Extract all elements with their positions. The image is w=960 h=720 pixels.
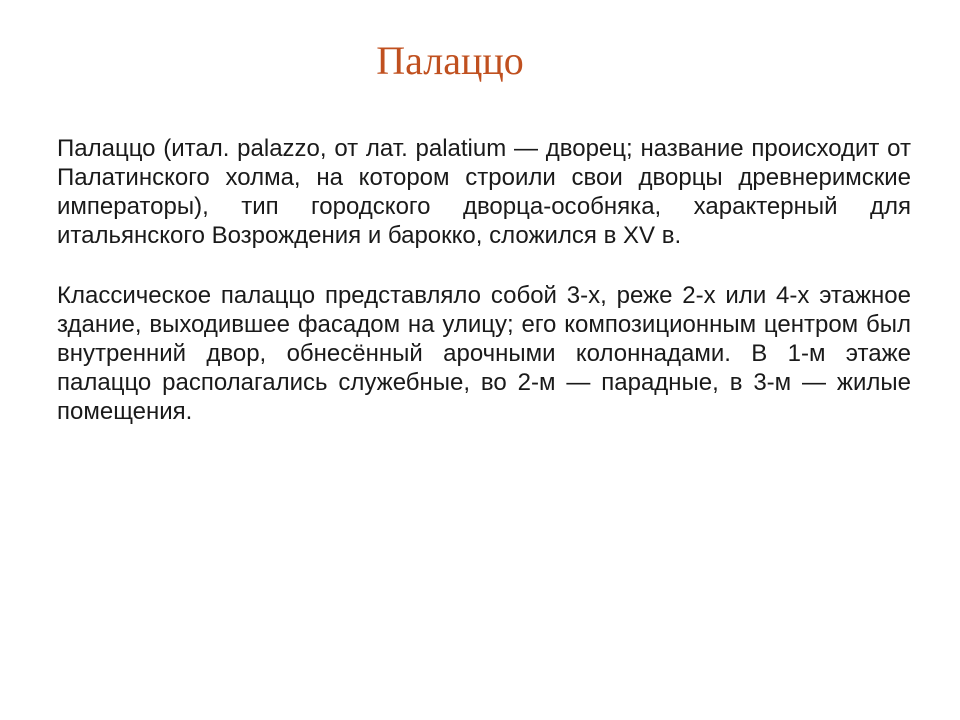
paragraph-structure: Классическое палаццо представляло собой 3-х, реже 2-х или 4-х этажное здание, выходившее фасадом на улицу; его композиционным центром был внутренний двор, обнесённый арочными колоннадами. В 1-м этаже палаццо располагались служебные, во 2-м — парадные, в 3-м — жилые помещения.: [57, 282, 911, 425]
paragraph-definition: Палаццо (итал. palazzo, от лат. palatium — дворец; название происходит от Палатинского холма, на котором строили свои дворцы древнеримские императоры), тип городского дворца-особняка, характерный для итальянского Возрождения и барокко, сложился в XV в.: [57, 135, 911, 249]
slide-body: [57, 134, 911, 457]
slide-title: Палаццо: [376, 38, 524, 83]
